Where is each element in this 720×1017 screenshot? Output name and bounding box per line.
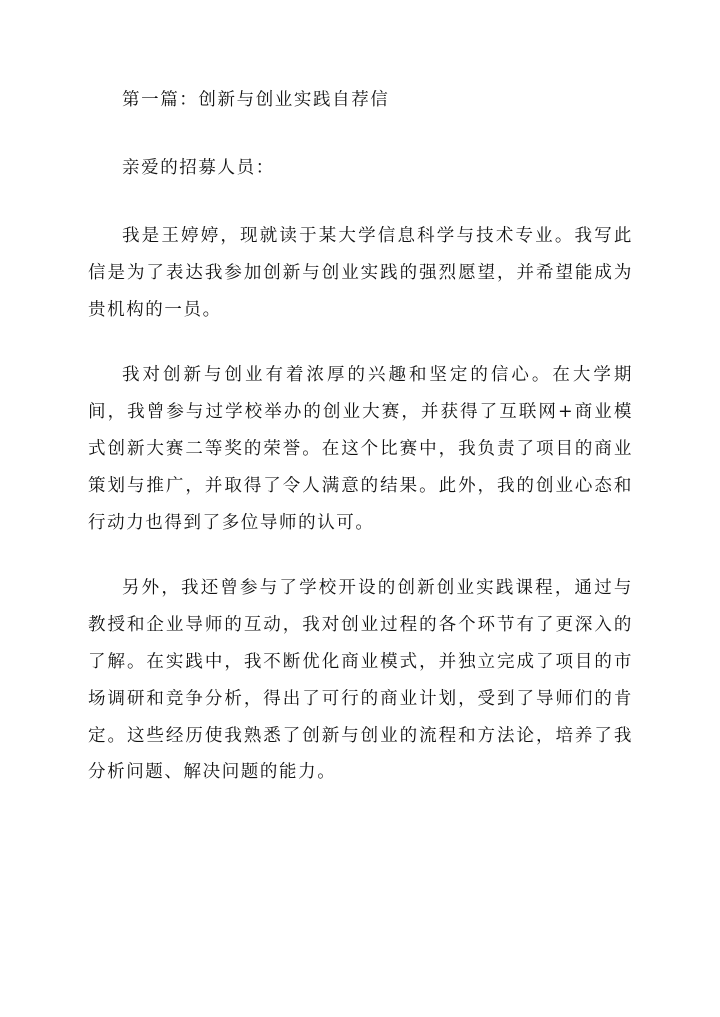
document-body (88, 82, 633, 820)
paragraph-practice: 另外，我还曾参与了学校开设的创新创业实践课程，通过与教授和企业导师的互动，我对创业过程的各个环节有了更深入的了解。在实践中，我不断优化商业模式，并独立完成了项目的市场调研和竞争分析，得出了可行的商业计划，受到了导师们的肯定。这些经历使我熟悉了创新与创业的流程和方法论，培养了我分析问题、解决问题的能力。 (88, 578, 633, 783)
salutation: 亲爱的招募人员： (122, 158, 275, 178)
paragraph-experience: 我对创新与创业有着浓厚的兴趣和坚定的信心。在大学期间，我曾参与过学校举办的创业大赛，并获得了互联网+商业模式创新大赛二等奖的荣誉。在这个比赛中，我负责了项目的商业策划与推广，并取得了令人满意的结果。此外，我的创业心态和行动力也得到了多位导师的认可。 (88, 365, 633, 533)
document-title: 第一篇：创新与创业实践自荐信 (122, 90, 390, 110)
paragraph-intro: 我是王婷婷，现就读于某大学信息科学与技术专业。我写此信是为了表达我参加创新与创业实践的强烈愿望，并希望能成为贵机构的一员。 (88, 226, 633, 320)
